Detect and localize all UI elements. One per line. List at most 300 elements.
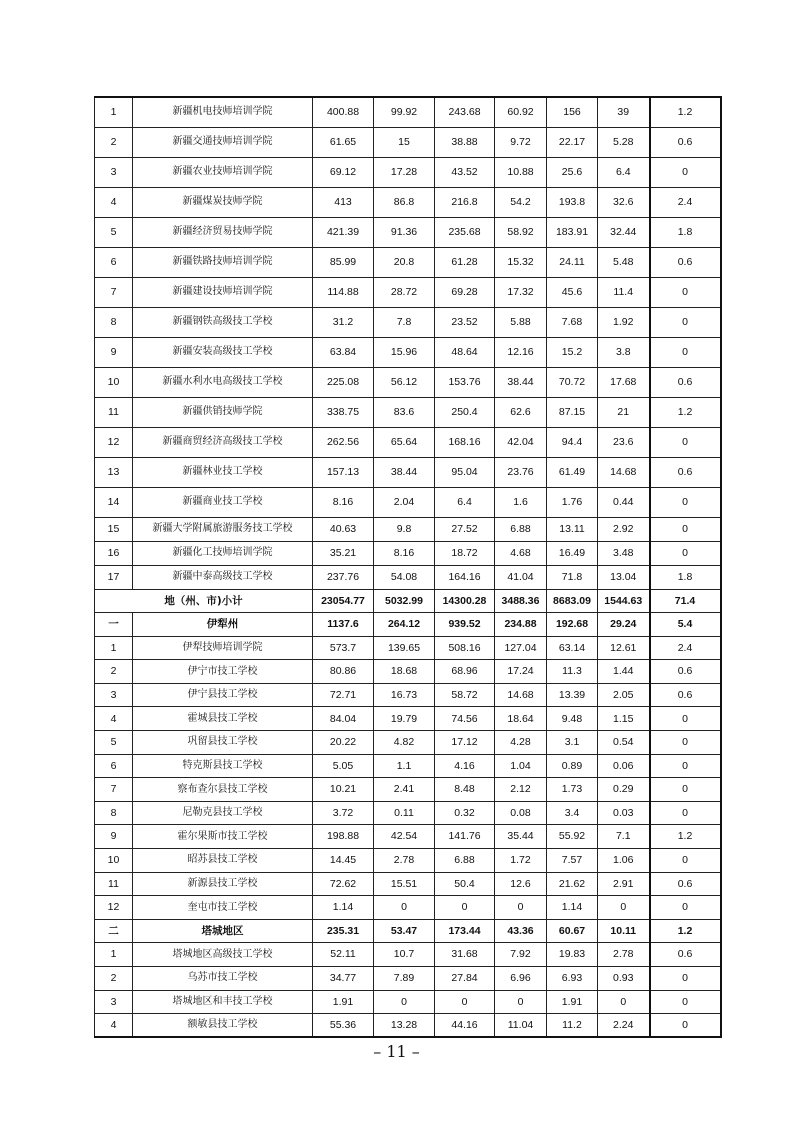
- cell-value: 71.8: [547, 565, 598, 589]
- cell-value: 21: [598, 397, 650, 427]
- cell-value: 1.6: [495, 487, 547, 517]
- cell-value: 0: [650, 967, 721, 991]
- cell-value: 18.72: [435, 541, 495, 565]
- cell-value: 0: [650, 307, 721, 337]
- cell-value: 0: [650, 517, 721, 541]
- cell-value: 0: [650, 754, 721, 778]
- cell-value: 235.31: [313, 919, 374, 943]
- cell-value: 38.88: [435, 127, 495, 157]
- row-number: 16: [95, 541, 133, 565]
- cell-value: 50.4: [435, 872, 495, 896]
- cell-value: 4.68: [495, 541, 547, 565]
- cell-value: 61.65: [313, 127, 374, 157]
- cell-value: 262.56: [313, 427, 374, 457]
- cell-value: 6.4: [435, 487, 495, 517]
- row-number: 10: [95, 849, 133, 873]
- row-number: 3: [95, 157, 133, 187]
- table-row: [95, 565, 721, 589]
- cell-value: 17.28: [374, 157, 435, 187]
- cell-value: 23.6: [598, 427, 650, 457]
- cell-value: 0.89: [547, 754, 598, 778]
- cell-value: 72.71: [313, 683, 374, 707]
- cell-value: 14.68: [598, 457, 650, 487]
- cell-value: 11.3: [547, 660, 598, 684]
- cell-value: 225.08: [313, 367, 374, 397]
- cell-value: 21.62: [547, 872, 598, 896]
- cell-value: 2.78: [598, 943, 650, 967]
- cell-value: 0.03: [598, 801, 650, 825]
- cell-value: 573.7: [313, 636, 374, 660]
- cell-value: 14.68: [495, 683, 547, 707]
- cell-value: 61.49: [547, 457, 598, 487]
- cell-value: 27.52: [435, 517, 495, 541]
- cell-value: 42.04: [495, 427, 547, 457]
- row-number: 14: [95, 487, 133, 517]
- cell-value: 22.17: [547, 127, 598, 157]
- table-row: [95, 487, 721, 517]
- cell-value: 0: [495, 990, 547, 1014]
- cell-value: 3.1: [547, 731, 598, 755]
- cell-value: 0: [650, 778, 721, 802]
- cell-value: 91.36: [374, 217, 435, 247]
- cell-value: 15: [374, 127, 435, 157]
- cell-value: 38.44: [374, 457, 435, 487]
- cell-value: 3.4: [547, 801, 598, 825]
- row-number: 4: [95, 187, 133, 217]
- cell-value: 86.8: [374, 187, 435, 217]
- cell-value: 0.93: [598, 967, 650, 991]
- cell-value: 1.06: [598, 849, 650, 873]
- row-number: 一: [95, 613, 133, 637]
- cell-value: 9.48: [547, 707, 598, 731]
- cell-value: 216.8: [435, 187, 495, 217]
- cell-value: 5032.99: [374, 589, 435, 613]
- cell-value: 14300.28: [435, 589, 495, 613]
- row-name: 察布查尔县技工学校: [133, 778, 313, 802]
- table-row: [95, 872, 721, 896]
- table-row: [95, 896, 721, 920]
- cell-value: 141.76: [435, 825, 495, 849]
- cell-value: 6.88: [495, 517, 547, 541]
- cell-value: 0.6: [650, 872, 721, 896]
- cell-value: 0: [374, 896, 435, 920]
- cell-value: 15.2: [547, 337, 598, 367]
- cell-value: 10.7: [374, 943, 435, 967]
- cell-value: 164.16: [435, 565, 495, 589]
- row-name: 新疆中泰高级技工学校: [133, 565, 313, 589]
- cell-value: 15.96: [374, 337, 435, 367]
- cell-value: 193.8: [547, 187, 598, 217]
- cell-value: 1.8: [650, 565, 721, 589]
- table-row: [95, 778, 721, 802]
- cell-value: 0: [650, 990, 721, 1014]
- cell-value: 127.04: [495, 636, 547, 660]
- row-number: 11: [95, 872, 133, 896]
- cell-value: 12.61: [598, 636, 650, 660]
- row-number: 2: [95, 127, 133, 157]
- table-row: [95, 337, 721, 367]
- cell-value: 6.88: [435, 849, 495, 873]
- table-row: [95, 1014, 721, 1038]
- row-name: 新疆水利水电高级技工学校: [133, 367, 313, 397]
- row-name: 乌苏市技工学校: [133, 967, 313, 991]
- row-name: 新疆商贸经济高级技工学校: [133, 427, 313, 457]
- row-number: 4: [95, 1014, 133, 1038]
- cell-value: 7.68: [547, 307, 598, 337]
- cell-value: 55.36: [313, 1014, 374, 1038]
- cell-value: 12.16: [495, 337, 547, 367]
- table-row: [95, 731, 721, 755]
- cell-value: 10.11: [598, 919, 650, 943]
- cell-value: 0.32: [435, 801, 495, 825]
- cell-value: 2.05: [598, 683, 650, 707]
- cell-value: 2.4: [650, 636, 721, 660]
- row-name: 伊犁技师培训学院: [133, 636, 313, 660]
- cell-value: 61.28: [435, 247, 495, 277]
- cell-value: 235.68: [435, 217, 495, 247]
- cell-value: 58.72: [435, 683, 495, 707]
- row-number: 13: [95, 457, 133, 487]
- cell-value: 23.52: [435, 307, 495, 337]
- row-name: 新疆商业技工学校: [133, 487, 313, 517]
- cell-value: 0.06: [598, 754, 650, 778]
- cell-value: 54.2: [495, 187, 547, 217]
- cell-value: 2.24: [598, 1014, 650, 1038]
- row-name: 新疆安装高级技工学校: [133, 337, 313, 367]
- table-row: [95, 427, 721, 457]
- cell-value: 43.52: [435, 157, 495, 187]
- table-row: [95, 636, 721, 660]
- cell-value: 42.54: [374, 825, 435, 849]
- cell-value: 2.92: [598, 517, 650, 541]
- row-name: 伊宁县技工学校: [133, 683, 313, 707]
- cell-value: 35.44: [495, 825, 547, 849]
- cell-value: 83.6: [374, 397, 435, 427]
- row-number: 10: [95, 367, 133, 397]
- table-row: [95, 397, 721, 427]
- cell-value: 7.89: [374, 967, 435, 991]
- row-number: 17: [95, 565, 133, 589]
- cell-value: 20.8: [374, 247, 435, 277]
- row-name: 新疆经济贸易技师学院: [133, 217, 313, 247]
- row-number: 8: [95, 801, 133, 825]
- row-name: 霍城县技工学校: [133, 707, 313, 731]
- cell-value: 54.08: [374, 565, 435, 589]
- row-number: 4: [95, 707, 133, 731]
- table-row: [95, 277, 721, 307]
- cell-value: 3.8: [598, 337, 650, 367]
- row-name: 伊犁州: [133, 613, 313, 637]
- cell-value: 7.92: [495, 943, 547, 967]
- cell-value: 1.14: [547, 896, 598, 920]
- table-row: [95, 517, 721, 541]
- cell-value: 13.11: [547, 517, 598, 541]
- row-number: 8: [95, 307, 133, 337]
- cell-value: 0: [598, 896, 650, 920]
- cell-value: 237.76: [313, 565, 374, 589]
- cell-value: 0.6: [650, 683, 721, 707]
- cell-value: 70.72: [547, 367, 598, 397]
- row-name: 伊宁市技工学校: [133, 660, 313, 684]
- cell-value: 60.92: [495, 97, 547, 127]
- cell-value: 1.44: [598, 660, 650, 684]
- row-number: 7: [95, 277, 133, 307]
- cell-value: 56.12: [374, 367, 435, 397]
- row-name: 新疆供销技师学院: [133, 397, 313, 427]
- cell-value: 7.1: [598, 825, 650, 849]
- cell-value: 71.4: [650, 589, 721, 613]
- cell-value: 29.24: [598, 613, 650, 637]
- row-number: 3: [95, 990, 133, 1014]
- row-number: 二: [95, 919, 133, 943]
- cell-value: 250.4: [435, 397, 495, 427]
- cell-value: 0.44: [598, 487, 650, 517]
- cell-value: 53.47: [374, 919, 435, 943]
- table-row: [95, 127, 721, 157]
- table-row: [95, 707, 721, 731]
- table-row: [95, 367, 721, 397]
- cell-value: 0: [650, 1014, 721, 1038]
- cell-value: 23054.77: [313, 589, 374, 613]
- table-row: [95, 660, 721, 684]
- cell-value: 1.91: [547, 990, 598, 1014]
- cell-value: 69.12: [313, 157, 374, 187]
- cell-value: 0: [650, 487, 721, 517]
- cell-value: 1.14: [313, 896, 374, 920]
- cell-value: 168.16: [435, 427, 495, 457]
- cell-value: 25.6: [547, 157, 598, 187]
- cell-value: 198.88: [313, 825, 374, 849]
- cell-value: 9.8: [374, 517, 435, 541]
- cell-value: 1.1: [374, 754, 435, 778]
- cell-value: 5.88: [495, 307, 547, 337]
- row-name: 霍尔果斯市技工学校: [133, 825, 313, 849]
- row-number: 5: [95, 217, 133, 247]
- row-name: 奎屯市技工学校: [133, 896, 313, 920]
- cell-value: 157.13: [313, 457, 374, 487]
- cell-value: 74.56: [435, 707, 495, 731]
- cell-value: 99.92: [374, 97, 435, 127]
- row-name: 昭苏县技工学校: [133, 849, 313, 873]
- cell-value: 5.05: [313, 754, 374, 778]
- row-number: 2: [95, 967, 133, 991]
- table-row: [95, 683, 721, 707]
- cell-value: 9.72: [495, 127, 547, 157]
- cell-value: 32.6: [598, 187, 650, 217]
- cell-value: 14.45: [313, 849, 374, 873]
- table-row: [95, 849, 721, 873]
- cell-value: 3.72: [313, 801, 374, 825]
- table-row: [95, 541, 721, 565]
- cell-value: 13.04: [598, 565, 650, 589]
- cell-value: 62.6: [495, 397, 547, 427]
- cell-value: 19.79: [374, 707, 435, 731]
- cell-value: 243.68: [435, 97, 495, 127]
- cell-value: 5.48: [598, 247, 650, 277]
- cell-value: 4.16: [435, 754, 495, 778]
- row-name: 塔城地区和丰技工学校: [133, 990, 313, 1014]
- row-name: 新疆农业技师培训学院: [133, 157, 313, 187]
- row-number: 6: [95, 754, 133, 778]
- cell-value: 153.76: [435, 367, 495, 397]
- table-row: [95, 457, 721, 487]
- cell-value: 234.88: [495, 613, 547, 637]
- table-row: [95, 613, 721, 637]
- cell-value: 39: [598, 97, 650, 127]
- row-number: 6: [95, 247, 133, 277]
- cell-value: 2.12: [495, 778, 547, 802]
- cell-value: 84.04: [313, 707, 374, 731]
- cell-value: 114.88: [313, 277, 374, 307]
- cell-value: 40.63: [313, 517, 374, 541]
- cell-value: 1.72: [495, 849, 547, 873]
- row-name: 地（州、市)小计: [95, 589, 313, 613]
- cell-value: 52.11: [313, 943, 374, 967]
- cell-value: 0: [650, 157, 721, 187]
- cell-value: 400.88: [313, 97, 374, 127]
- cell-value: 1.8: [650, 217, 721, 247]
- row-name: 新疆钢铁高级技工学校: [133, 307, 313, 337]
- row-number: 3: [95, 683, 133, 707]
- cell-value: 11.2: [547, 1014, 598, 1038]
- cell-value: 16.73: [374, 683, 435, 707]
- cell-value: 8.16: [313, 487, 374, 517]
- cell-value: 44.16: [435, 1014, 495, 1038]
- row-number: 11: [95, 397, 133, 427]
- cell-value: 0: [374, 990, 435, 1014]
- cell-value: 23.76: [495, 457, 547, 487]
- cell-value: 0.54: [598, 731, 650, 755]
- cell-value: 35.21: [313, 541, 374, 565]
- cell-value: 72.62: [313, 872, 374, 896]
- cell-value: 1137.6: [313, 613, 374, 637]
- cell-value: 3488.36: [495, 589, 547, 613]
- cell-value: 24.11: [547, 247, 598, 277]
- cell-value: 8.48: [435, 778, 495, 802]
- table-row: [95, 97, 721, 127]
- cell-value: 0.6: [650, 660, 721, 684]
- cell-value: 0: [650, 277, 721, 307]
- cell-value: 3.48: [598, 541, 650, 565]
- cell-value: 87.15: [547, 397, 598, 427]
- cell-value: 0.6: [650, 457, 721, 487]
- cell-value: 20.22: [313, 731, 374, 755]
- row-name: 新疆建设技师培训学院: [133, 277, 313, 307]
- cell-value: 63.14: [547, 636, 598, 660]
- row-name: 塔城地区高级技工学校: [133, 943, 313, 967]
- cell-value: 65.64: [374, 427, 435, 457]
- row-number: 1: [95, 636, 133, 660]
- row-number: 15: [95, 517, 133, 541]
- cell-value: 94.4: [547, 427, 598, 457]
- row-name: 新疆大学附属旅游服务技工学校: [133, 517, 313, 541]
- cell-value: 173.44: [435, 919, 495, 943]
- cell-value: 0: [650, 896, 721, 920]
- cell-value: 2.41: [374, 778, 435, 802]
- cell-value: 1544.63: [598, 589, 650, 613]
- cell-value: 11.04: [495, 1014, 547, 1038]
- cell-value: 0.08: [495, 801, 547, 825]
- row-number: 12: [95, 896, 133, 920]
- cell-value: 4.82: [374, 731, 435, 755]
- cell-value: 41.04: [495, 565, 547, 589]
- cell-value: 0: [435, 896, 495, 920]
- cell-value: 38.44: [495, 367, 547, 397]
- cell-value: 0: [435, 990, 495, 1014]
- cell-value: 413: [313, 187, 374, 217]
- cell-value: 13.39: [547, 683, 598, 707]
- row-name: 巩留县技工学校: [133, 731, 313, 755]
- table-row: [95, 825, 721, 849]
- row-number: 9: [95, 825, 133, 849]
- funds-table: [94, 96, 722, 1038]
- cell-value: 183.91: [547, 217, 598, 247]
- cell-value: 0: [650, 801, 721, 825]
- cell-value: 0: [598, 990, 650, 1014]
- cell-value: 156: [547, 97, 598, 127]
- cell-value: 0: [650, 707, 721, 731]
- row-name: 新疆林业技工学校: [133, 457, 313, 487]
- cell-value: 0.6: [650, 943, 721, 967]
- cell-value: 0: [650, 337, 721, 367]
- cell-value: 45.6: [547, 277, 598, 307]
- cell-value: 55.92: [547, 825, 598, 849]
- row-name: 新疆机电技师培训学院: [133, 97, 313, 127]
- cell-value: 18.64: [495, 707, 547, 731]
- table-row: [95, 754, 721, 778]
- row-name: 额敏县技工学校: [133, 1014, 313, 1038]
- table-row: [95, 943, 721, 967]
- cell-value: 31.68: [435, 943, 495, 967]
- cell-value: 48.64: [435, 337, 495, 367]
- cell-value: 85.99: [313, 247, 374, 277]
- cell-value: 264.12: [374, 613, 435, 637]
- cell-value: 2.04: [374, 487, 435, 517]
- cell-value: 1.91: [313, 990, 374, 1014]
- cell-value: 0: [495, 896, 547, 920]
- cell-value: 31.2: [313, 307, 374, 337]
- cell-value: 17.68: [598, 367, 650, 397]
- row-name: 塔城地区: [133, 919, 313, 943]
- cell-value: 1.2: [650, 919, 721, 943]
- cell-value: 508.16: [435, 636, 495, 660]
- cell-value: 10.88: [495, 157, 547, 187]
- cell-value: 4.28: [495, 731, 547, 755]
- cell-value: 68.96: [435, 660, 495, 684]
- row-number: 7: [95, 778, 133, 802]
- cell-value: 10.21: [313, 778, 374, 802]
- row-name: 新疆铁路技师培训学院: [133, 247, 313, 277]
- cell-value: 11.4: [598, 277, 650, 307]
- cell-value: 13.28: [374, 1014, 435, 1038]
- table-row: [95, 801, 721, 825]
- cell-value: 32.44: [598, 217, 650, 247]
- table-row: [95, 157, 721, 187]
- cell-value: 338.75: [313, 397, 374, 427]
- cell-value: 63.84: [313, 337, 374, 367]
- cell-value: 17.12: [435, 731, 495, 755]
- cell-value: 58.92: [495, 217, 547, 247]
- cell-value: 0: [650, 427, 721, 457]
- table-row: [95, 919, 721, 943]
- table-row: [95, 247, 721, 277]
- cell-value: 19.83: [547, 943, 598, 967]
- cell-value: 5.28: [598, 127, 650, 157]
- page-number: – 11 –: [373, 1042, 420, 1061]
- cell-value: 18.68: [374, 660, 435, 684]
- cell-value: 12.6: [495, 872, 547, 896]
- cell-value: 27.84: [435, 967, 495, 991]
